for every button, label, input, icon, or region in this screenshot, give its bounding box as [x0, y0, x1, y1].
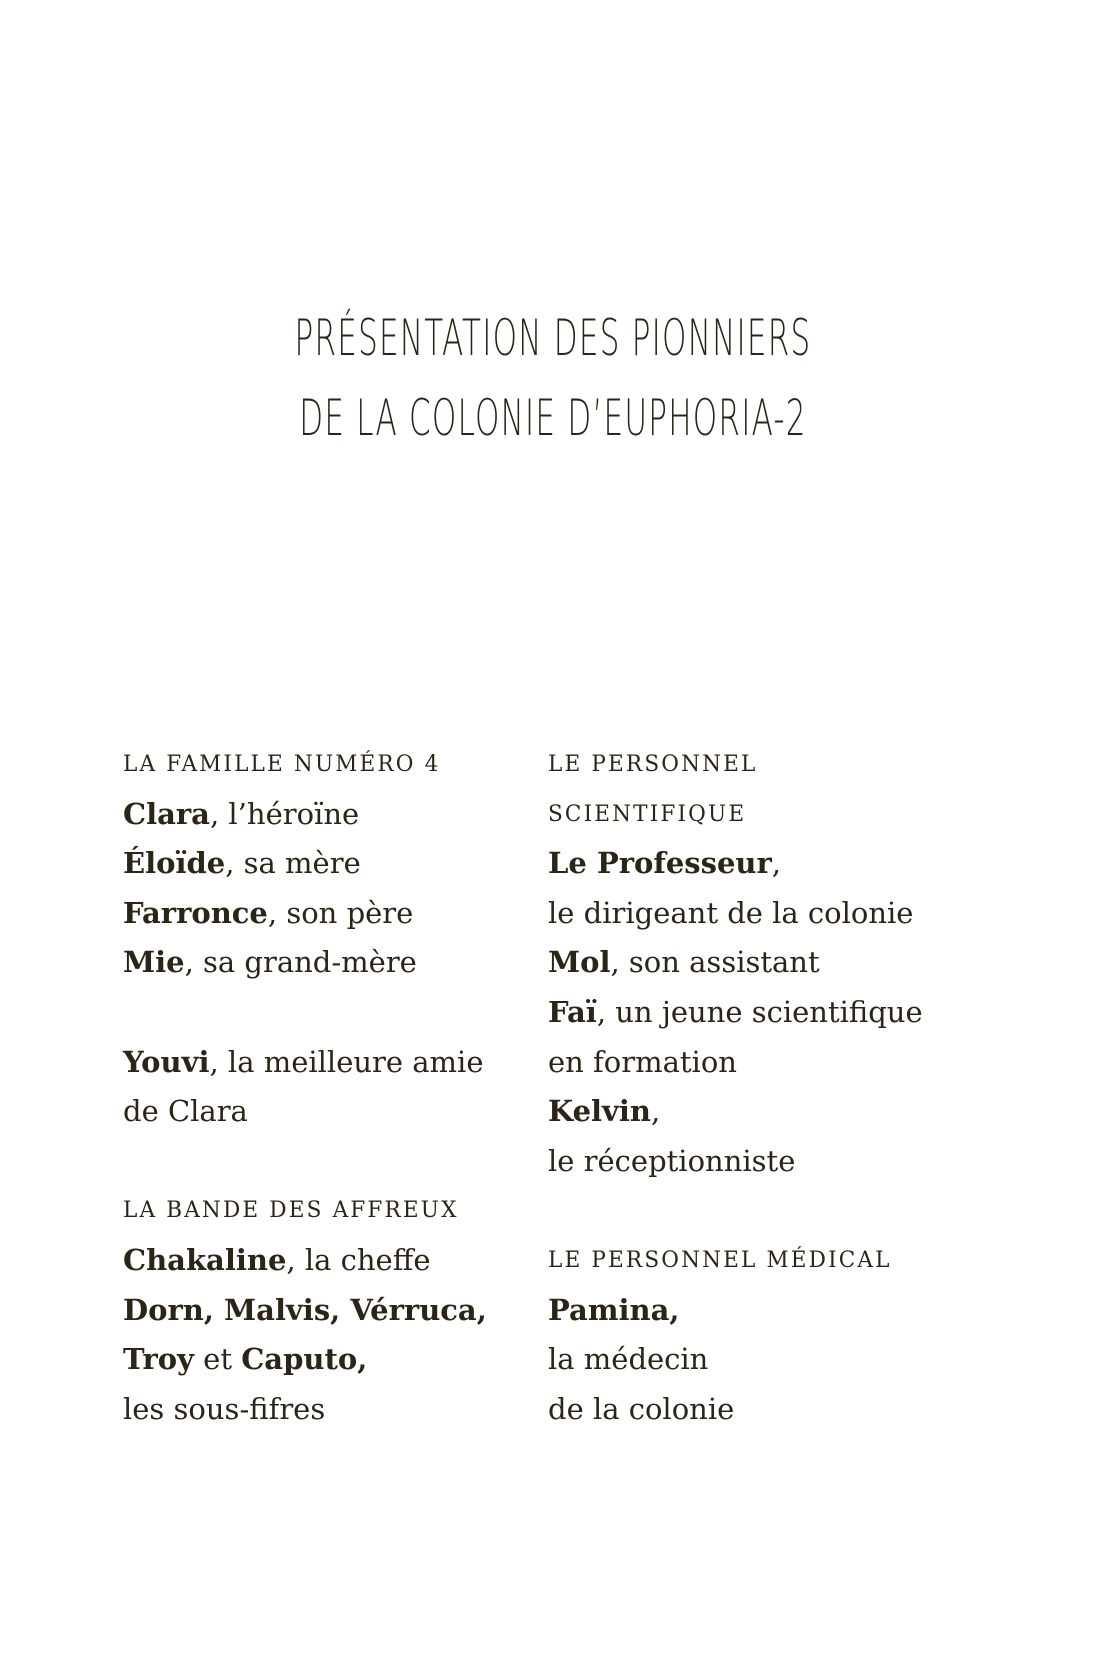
right-column: [548, 740, 968, 1434]
character-name: Caputo,: [241, 1342, 368, 1377]
punctuation: ,: [771, 846, 781, 881]
spacer: [123, 988, 523, 1038]
character-name: Troy: [123, 1342, 194, 1377]
left-column: [123, 740, 523, 1434]
character-name: Éloïde: [123, 846, 226, 881]
character-desc: , son père: [267, 895, 414, 930]
character-entry-farronce: [123, 889, 523, 939]
character-name: Mol: [548, 945, 611, 980]
character-entry-eloide: [123, 839, 523, 889]
character-desc: , son assistant: [610, 945, 820, 980]
character-desc: , sa mère: [225, 846, 361, 881]
section-heading-affreux: LA BANDE DES AFFREUX: [123, 1198, 459, 1224]
character-entry-clara: [123, 790, 523, 840]
character-desc-continued: en formation: [548, 1044, 737, 1079]
page-title: [210, 298, 896, 458]
section-heading-famille: LA FAMILLE NUMÉRO 4: [123, 752, 441, 777]
character-name: Farronce: [123, 895, 268, 930]
character-name: Chakaline: [123, 1242, 287, 1277]
character-desc: , la meilleure amie: [209, 1044, 484, 1079]
character-desc: , sa grand-mère: [184, 945, 417, 980]
character-desc-continued: de la colonie: [548, 1391, 735, 1426]
character-name: Le Professeur: [548, 846, 772, 881]
character-entry-mol: [548, 938, 968, 988]
character-entry-professeur: [548, 839, 968, 889]
section-heading-scientifique-2: SCIENTIFIQUE: [548, 801, 747, 827]
character-name: Pamina,: [548, 1292, 680, 1327]
character-desc-continued: les sous-fifres: [123, 1391, 326, 1426]
character-entry-fai: [548, 988, 968, 1038]
character-names: Dorn, Malvis, Vérruca,: [123, 1292, 487, 1327]
character-entry-mie: [123, 938, 523, 988]
character-desc-continued: de Clara: [123, 1094, 248, 1129]
character-desc: , un jeune scientifique: [596, 994, 923, 1029]
character-entry-youvi: [123, 1038, 523, 1088]
character-desc: , l’héroïne: [209, 796, 360, 831]
character-desc-continued: la médecin: [548, 1342, 709, 1377]
character-desc: , la cheffe: [286, 1242, 431, 1277]
title-line-2: DE LA COLONIE D’EUPHORIA-2: [299, 389, 807, 447]
section-heading-medical: LE PERSONNEL MÉDICAL: [548, 1247, 892, 1273]
character-name: Clara: [123, 796, 210, 831]
character-entry-pamina: [548, 1286, 968, 1336]
spacer: [123, 1137, 523, 1187]
character-desc-continued: le réceptionniste: [548, 1143, 796, 1178]
title-line-1: PRÉSENTATION DES PIONNIERS: [294, 309, 812, 367]
character-entry-troy-caputo: [123, 1335, 523, 1385]
spacer: [548, 1186, 968, 1236]
character-entry-sous-fifres: [123, 1286, 523, 1336]
character-name: Faï: [548, 994, 597, 1029]
character-name: Kelvin: [548, 1094, 651, 1129]
section-heading-scientifique-1: LE PERSONNEL: [548, 752, 758, 777]
character-entry-chakaline: [123, 1236, 523, 1286]
punctuation: ,: [651, 1094, 661, 1129]
character-desc-continued: le dirigeant de la colonie: [548, 895, 914, 930]
character-entry-kelvin: [548, 1087, 968, 1137]
conjunction: et: [193, 1342, 242, 1377]
character-name: Mie: [123, 945, 185, 980]
character-name: Youvi: [123, 1044, 210, 1079]
